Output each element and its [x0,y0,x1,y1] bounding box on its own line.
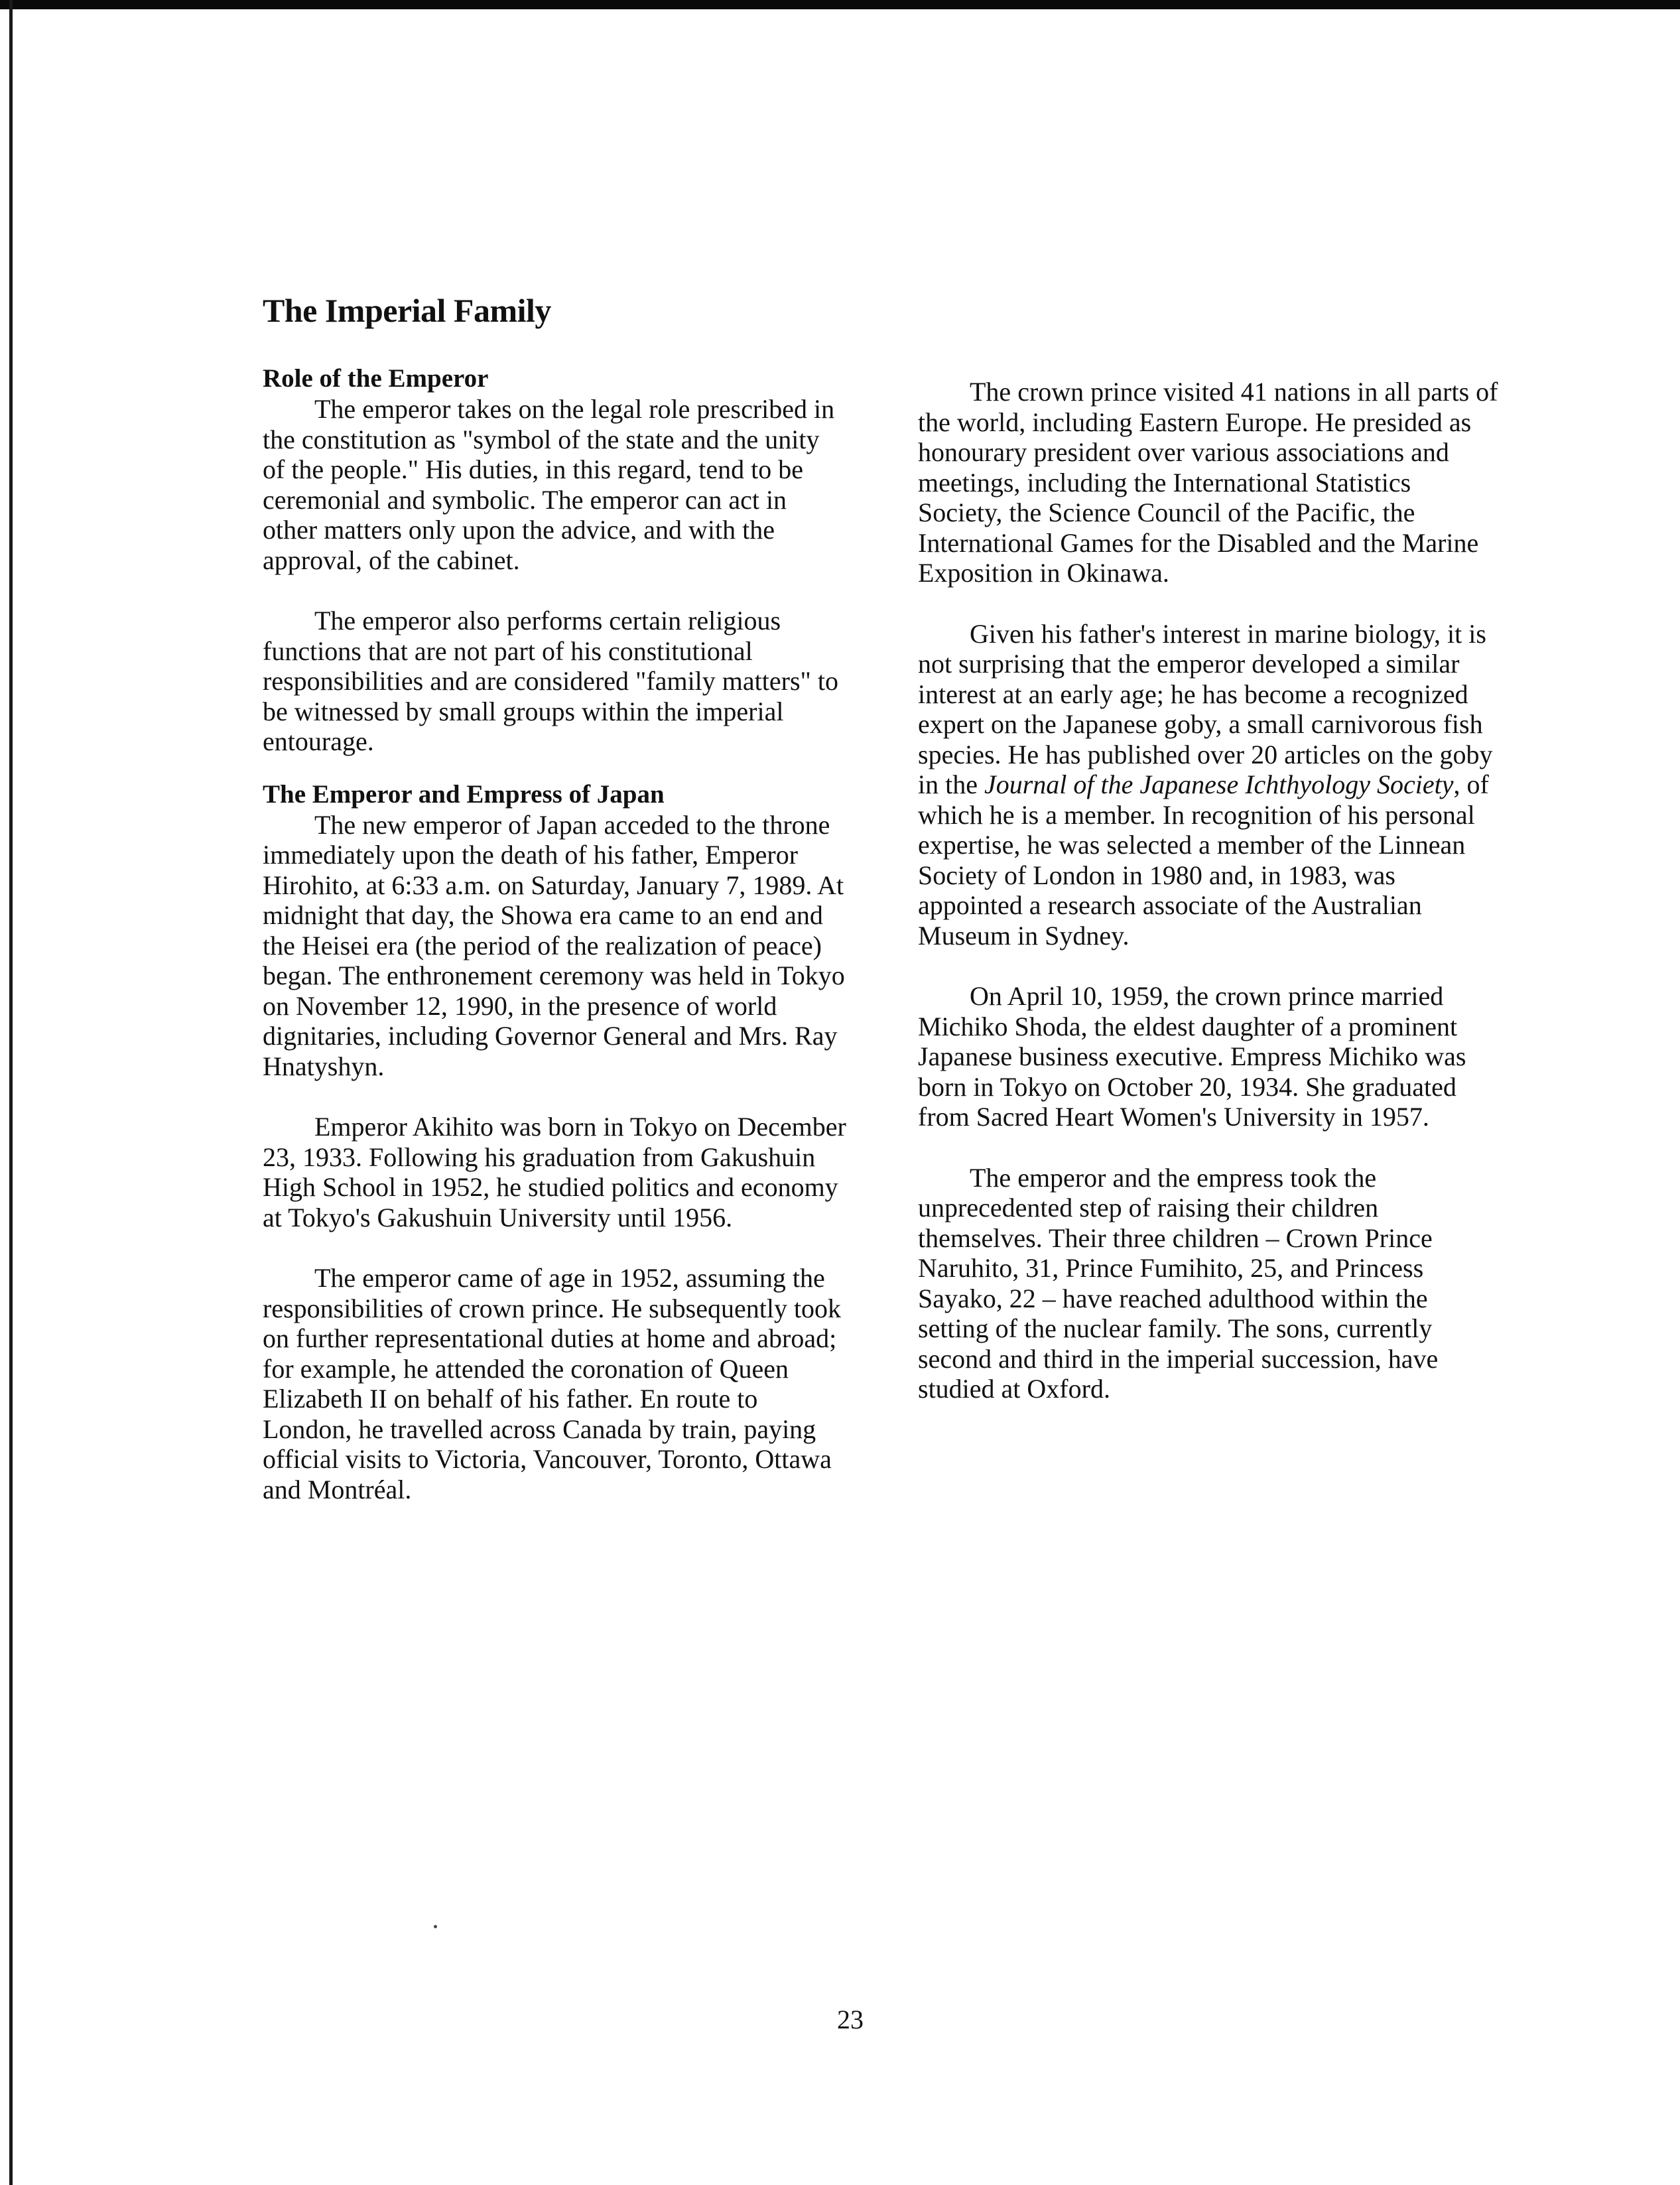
section-heading-emperor-and-empress: The Emperor and Empress of Japan [263,779,665,809]
paragraph-nations-visited: The crown prince visited 41 nations in all parts of the world, including Eastern Europe. He presided as honourary president over various associations and meetings, including the International Statistics Society, the Science Council of the Pacific, the International Games for the Disabled and the Marine Exposition in Okinawa. [918,377,1498,588]
scan-left-border [9,0,13,2185]
paragraph-religious-functions: The emperor also performs certain religious functions that are not part of his constitutional responsibilities and are considered "family matters" to be witnessed by small groups within the imperial entourage. [263,606,838,756]
right-column [918,377,1502,1404]
paragraph-marriage: On April 10, 1959, the crown prince married Michiko Shoda, the eldest daughter of a prominent Japanese business executive. Empress Michiko was born in Tokyo on October 20, 1934. She graduated from Sacred Heart Women's University in 1957. [918,981,1466,1132]
paragraph-accession: The new emperor of Japan acceded to the throne immediately upon the death of his father, Emperor Hirohito, at 6:33 a.m. on Saturday, January 7, 1989. At midnight that day, the Showa era came to an end and the Heisei era (the period of the realization of peace) began. The enthronement ceremony was held in Tokyo on November 12, 1990, in the presence of world dignitaries, including Governor General and Mrs. Ray Hnatyshyn. [263,809,845,1081]
marine-biology-text-end: , of which he is a member. In recognition of his personal expertise, he was selected a member of the Linnean Society of London in 1980 and, in 1983, was appointed a research associate of the Australian Museum in Sydney. [918,769,1489,951]
paragraph-marine-biology [918,619,1502,951]
marine-biology-text-start: Given his father's interest in marine biology, it is not surprising that the emperor developed a similar interest at an early age; he has become a recognized expert on the Japanese goby, a small carnivorous fish species. He has published over 20 articles on the goby in the [918,618,1493,799]
scan-top-border [0,0,1680,9]
paragraph-crown-prince: The emperor came of age in 1952, assuming the responsibilities of crown prince. He subsequently took on further representational duties at home and abroad; for example, he attended the coronation of Queen Elizabeth II on behalf of his father. En route to London, he travelled across Canada by train, paying official visits to Victoria, Vancouver, Toronto, Ottawa and Montréal. [263,1263,842,1504]
paragraph-children: The emperor and the empress took the unprecedented step of raising their children themselves. Their three children – Crown Prince Naruhito, 31, Prince Fumihito, 25, and Princess Sayako, 22 – have reached adulthood within the setting of the nuclear family. The sons, currently second and third in the imperial succession, have studied at Oxford. [918,1162,1439,1404]
paragraph-legal-role: The emperor takes on the legal role prescribed in the constitution as "symbol of the state and the unity of the people." His duties, in this regard, tend to be ceremonial and symbolic. The emperor can act in other matters only upon the advice, and with the approval, of the cabinet. [263,394,835,575]
journal-title: Journal of the Japanese Ichthyology Society [984,769,1454,799]
section-heading-role-of-emperor: Role of the Emperor [263,364,489,393]
scan-speck [434,1925,437,1928]
left-column [263,364,846,1504]
paragraph-birth-education: Emperor Akihito was born in Tokyo on December 23, 1933. Following his graduation from Gakushuin High School in 1952, he studied politics and economy at Tokyo's Gakushuin University until 1956. [263,1112,846,1232]
page-number: 23 [837,2005,864,2034]
page-title: The Imperial Family [263,292,551,329]
